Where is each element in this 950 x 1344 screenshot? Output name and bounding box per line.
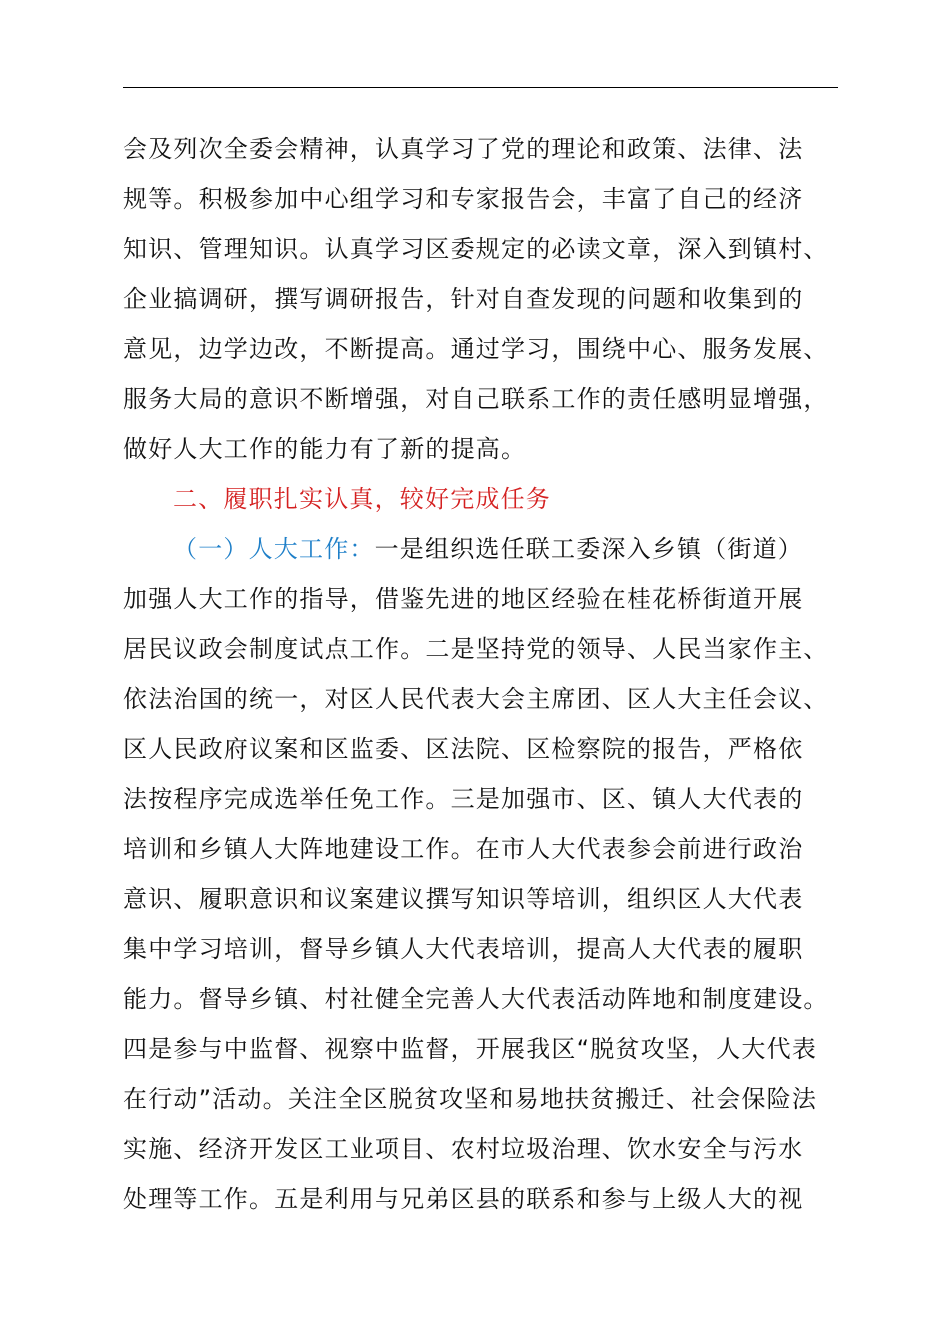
paragraph-line: 企业搞调研，撰写调研报告，针对自查发现的问题和收集到的 xyxy=(123,285,804,313)
paragraph-line: 法按程序完成选举任免工作。三是加强市、区、镇人大代表的 xyxy=(123,785,804,813)
header-rule xyxy=(123,87,838,88)
paragraph-line: 做好人大工作的能力有了新的提高。 xyxy=(123,435,527,463)
paragraph-line: 居民议政会制度试点工作。二是坚持党的领导、人民当家作主、 xyxy=(123,635,829,663)
paragraph-line: 会及列次全委会精神，认真学习了党的理论和政策、法律、法 xyxy=(123,135,804,163)
paragraph-line: 在行动”活动。关注全区脱贫攻坚和易地扶贫搬迁、社会保险法 xyxy=(123,1085,818,1113)
paragraph-line: 集中学习培训，督导乡镇人大代表培训，提高人大代表的履职 xyxy=(123,935,804,963)
subsection-first-line-text: 一是组织选任联工委深入乡镇（街道） xyxy=(374,535,804,563)
paragraph-line: 处理等工作。五是利用与兄弟区县的联系和参与上级人大的视 xyxy=(123,1185,804,1213)
subsection-label: （一）人大工作： xyxy=(173,535,375,563)
paragraph-line: 实施、经济开发区工业项目、农村垃圾治理、饮水安全与污水 xyxy=(123,1135,804,1163)
paragraph-line: 加强人大工作的指导，借鉴先进的地区经验在桂花桥街道开展 xyxy=(123,585,804,613)
paragraph-line: 意识、履职意识和议案建议撰写知识等培训，组织区人大代表 xyxy=(123,885,804,913)
subsection-first-line xyxy=(123,524,863,574)
paragraph-line: 依法治国的统一，对区人民代表大会主席团、区人大主任会议、 xyxy=(123,685,829,713)
paragraph-line: 培训和乡镇人大阵地建设工作。在市人大代表参会前进行政治 xyxy=(123,835,804,863)
document-body xyxy=(123,124,863,1224)
section-heading: 二、履职扎实认真，较好完成任务 xyxy=(173,485,551,513)
paragraph-line: 能力。督导乡镇、村社健全完善人大代表活动阵地和制度建设。 xyxy=(123,985,829,1013)
paragraph-line: 区人民政府议案和区监委、区法院、区检察院的报告，严格依 xyxy=(123,735,804,763)
paragraph-line: 服务大局的意识不断增强，对自己联系工作的责任感明显增强， xyxy=(123,385,829,413)
paragraph-line: 四是参与中监督、视察中监督，开展我区“脱贫攻坚，人大代表 xyxy=(123,1035,818,1063)
paragraph-line: 知识、管理知识。认真学习区委规定的必读文章，深入到镇村、 xyxy=(123,235,829,263)
paragraph-line: 意见，边学边改，不断提高。通过学习，围绕中心、服务发展、 xyxy=(123,335,829,363)
paragraph-line: 规等。积极参加中心组学习和专家报告会，丰富了自己的经济 xyxy=(123,185,804,213)
